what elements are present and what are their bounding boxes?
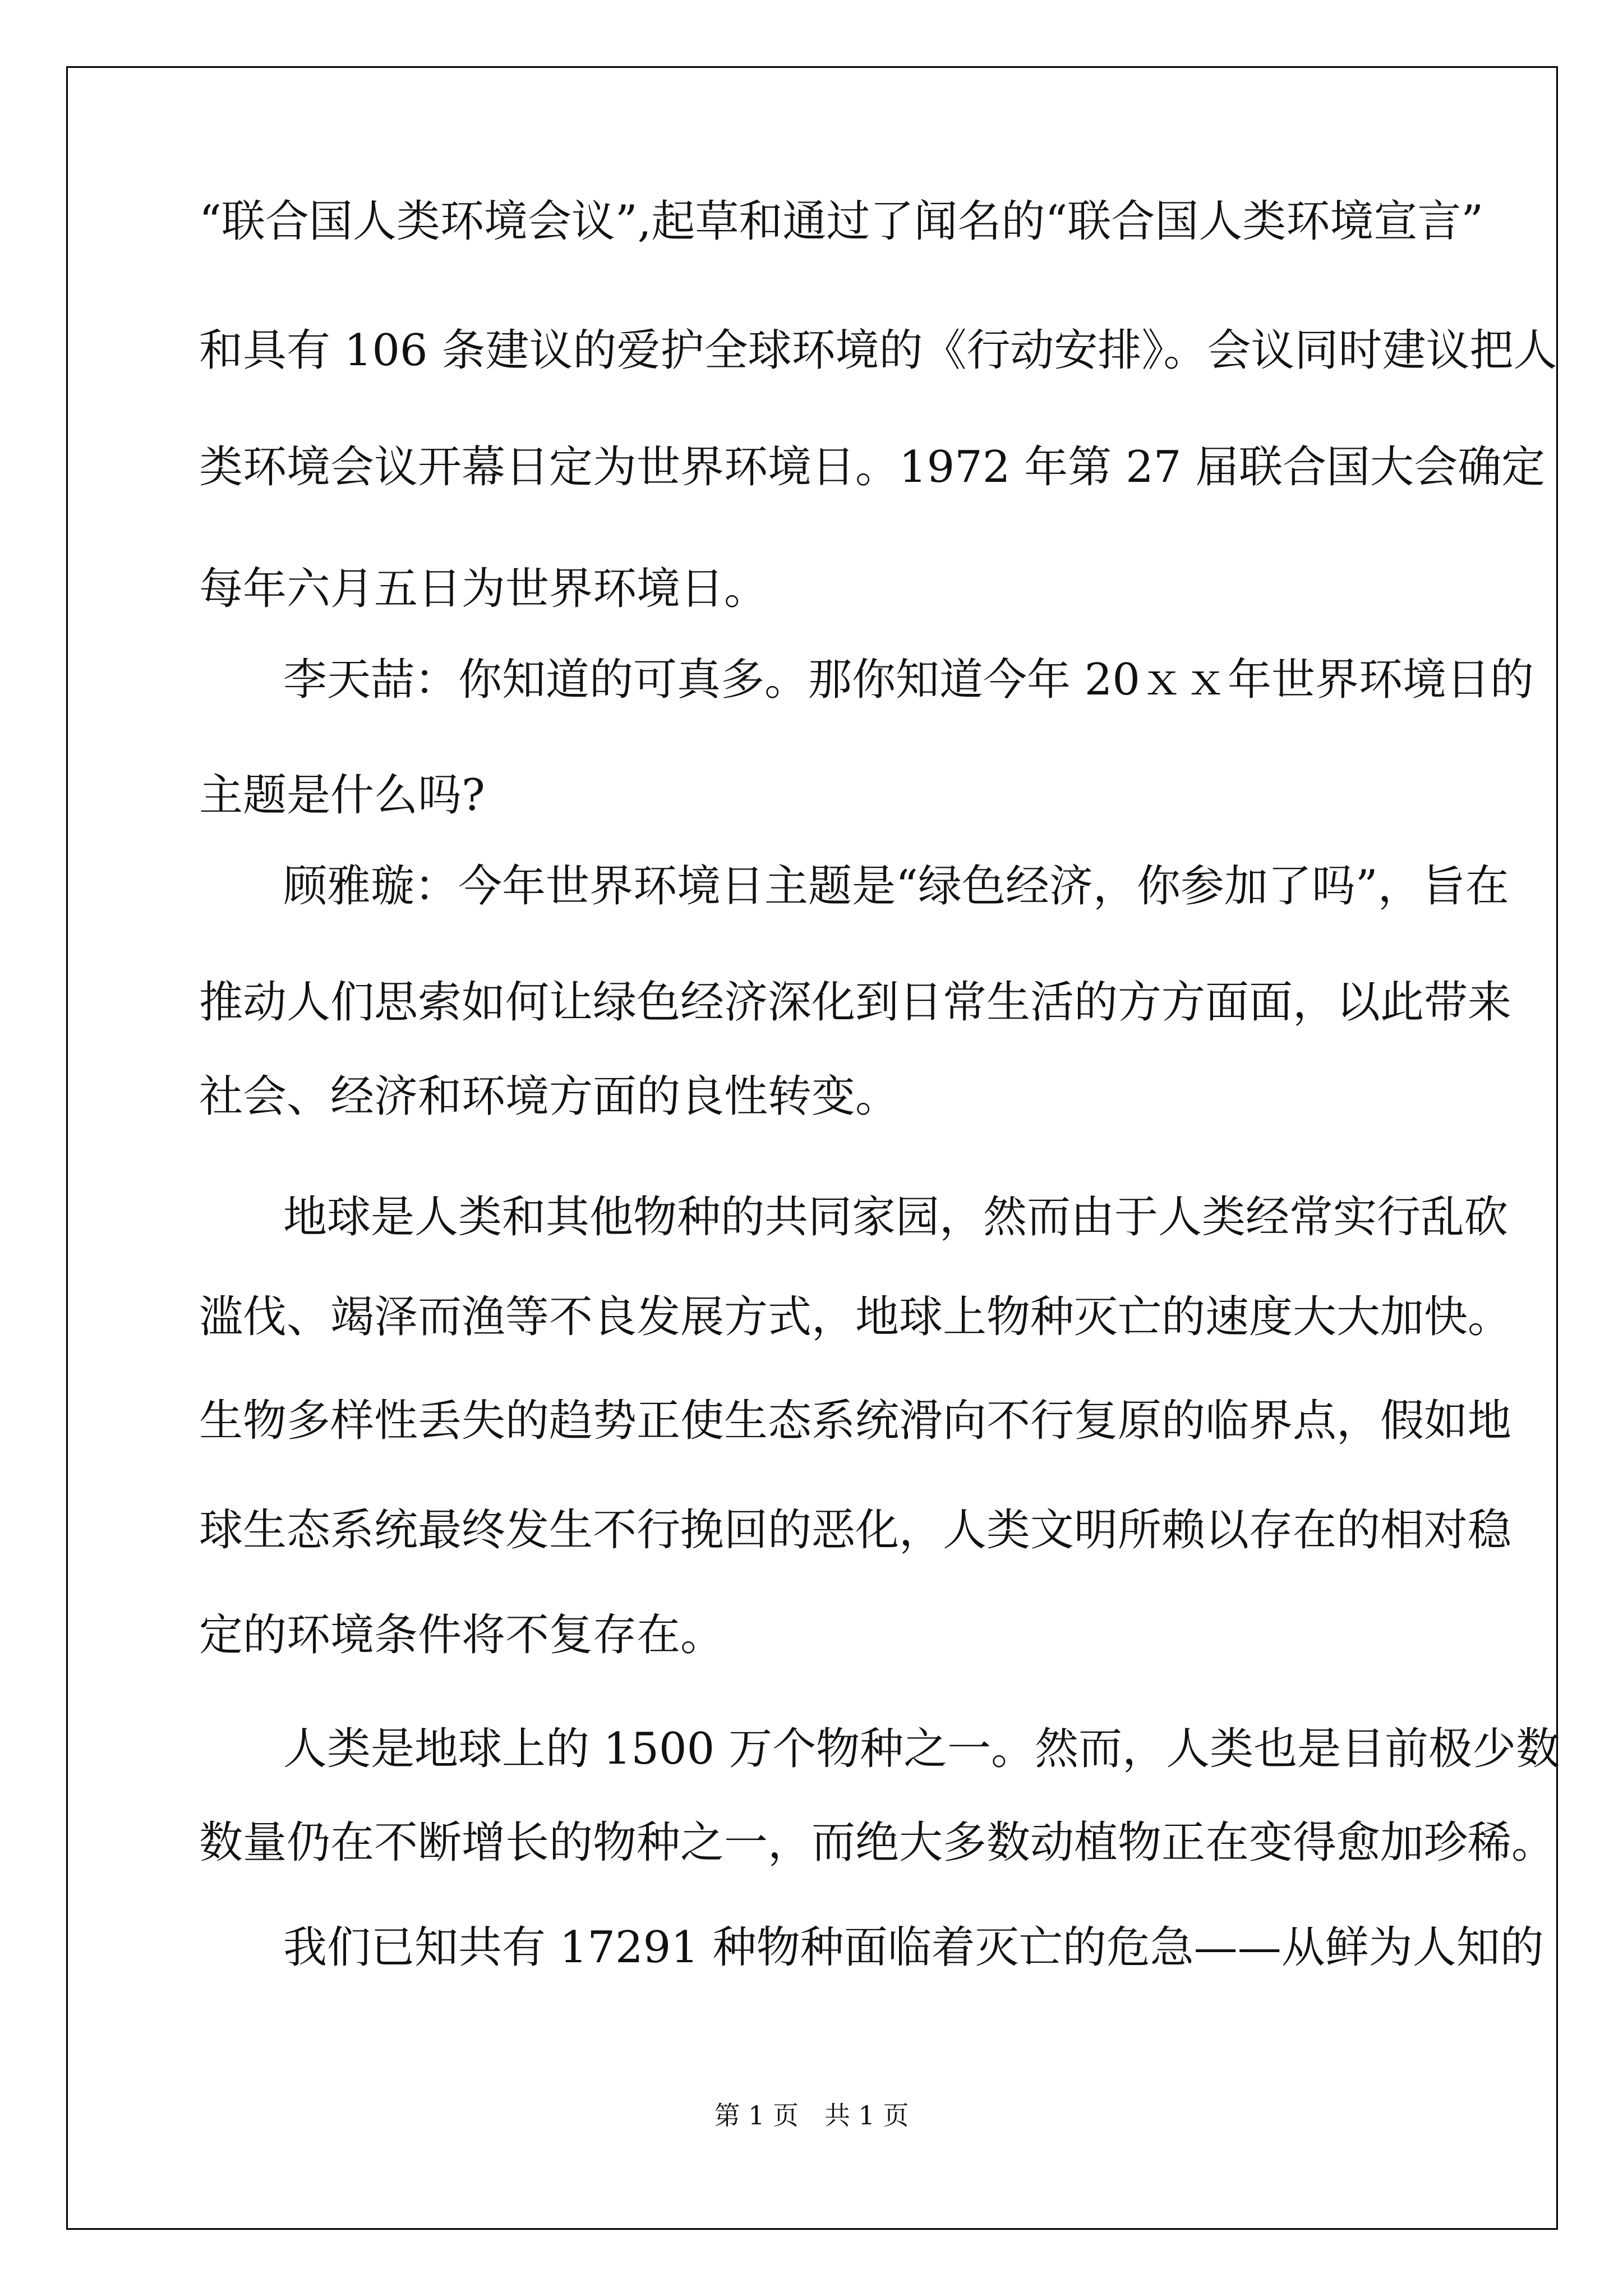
page-border	[66, 66, 1558, 2230]
text-line: 每年六月五日为世界环境日。	[199, 564, 768, 614]
text-line: 生物多样性丢失的趋势正使生态系统滑向不行复原的临界点，假如地	[199, 1396, 1512, 1446]
page-footer: 第 1 页 共 1 页	[714, 2100, 909, 2131]
text-line: “联合国人类环境会议”,起草和通过了闻名的“联合国人类环境宣言”	[199, 196, 1484, 247]
text-line: 球生态系统最终发生不行挽回的恶化，人类文明所赖以存在的相对稳	[199, 1505, 1512, 1556]
text-line: 顾雅璇：今年世界环境日主题是“绿色经济，你参加了吗”，旨在	[283, 861, 1509, 912]
text-line: 我们已知共有 17291 种物种面临着灭亡的危急——从鲜为人知的	[283, 1922, 1544, 1973]
text-line: 主题是什么吗?	[199, 770, 485, 821]
text-line: 推动人们思索如何让绿色经济深化到日常生活的方方面面，以此带来	[199, 977, 1512, 1028]
text-line: 人类是地球上的 1500 万个物种之一。然而，人类也是目前极少数	[283, 1724, 1560, 1774]
text-line: 滥伐、竭泽而渔等不良发展方式，地球上物种灭亡的速度大大加快。	[199, 1292, 1512, 1342]
text-line: 地球是人类和其他物种的共同家园，然而由于人类经常实行乱砍	[283, 1192, 1509, 1243]
text-line: 李天喆：你知道的可真多。那你知道今年 20ｘｘ年世界环境日的	[283, 655, 1534, 705]
text-line: 社会、经济和环境方面的良性转变。	[199, 1071, 900, 1122]
text-line: 类环境会议开幕日定为世界环境日。1972 年第 27 届联合国大会确定	[199, 442, 1546, 493]
text-line: 定的环境条件将不复存在。	[199, 1610, 725, 1660]
text-line: 数量仍在不断增长的物种之一，而绝大多数动植物正在变得愈加珍稀。	[199, 1818, 1556, 1868]
text-line: 和具有 106 条建议的爱护全球环境的《行动安排》。会议同时建议把人	[199, 325, 1557, 376]
